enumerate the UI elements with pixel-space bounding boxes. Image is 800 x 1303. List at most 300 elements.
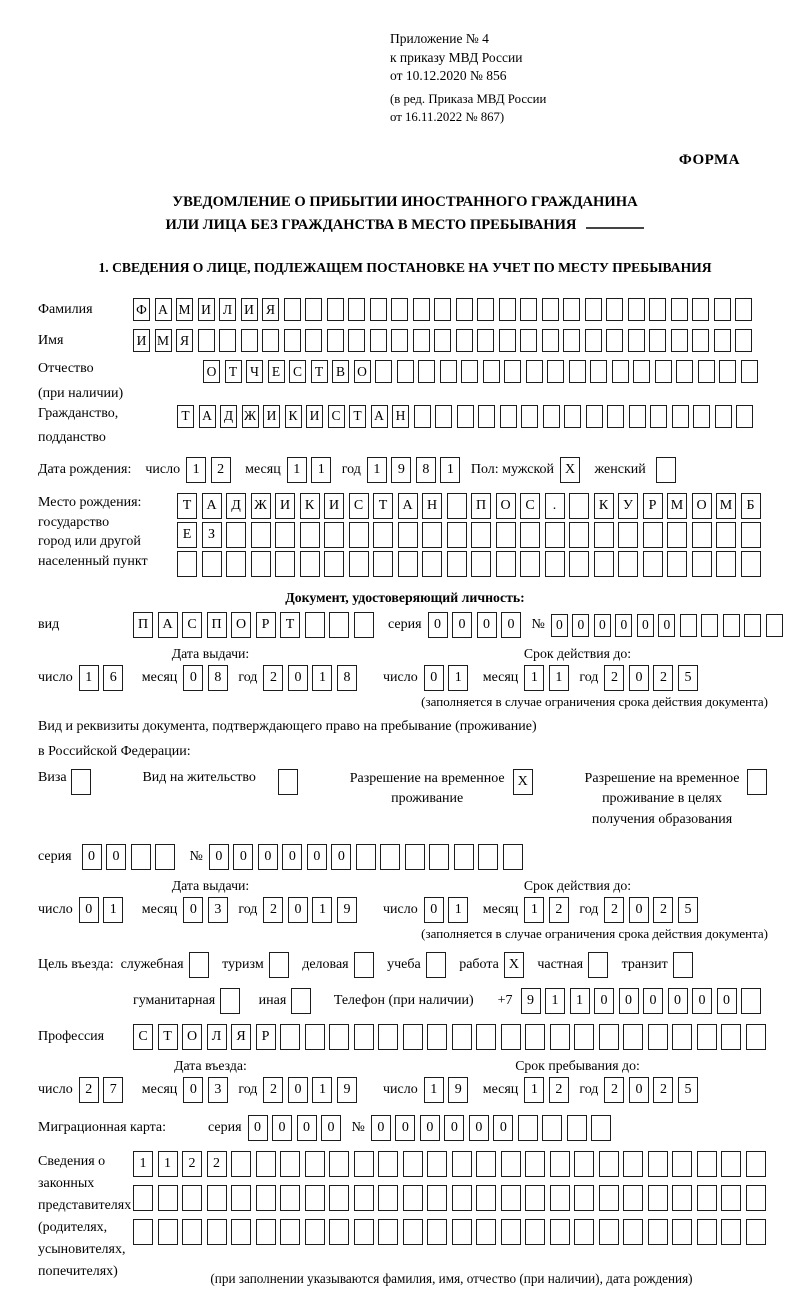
- form-cell[interactable]: 0: [288, 1077, 308, 1103]
- form-cell[interactable]: [650, 405, 667, 428]
- form-cell[interactable]: И: [133, 329, 150, 352]
- form-cell[interactable]: [155, 844, 175, 870]
- form-cell[interactable]: [612, 360, 629, 383]
- form-cell[interactable]: К: [285, 405, 302, 428]
- form-cell[interactable]: [483, 360, 500, 383]
- form-cell[interactable]: 2: [653, 897, 673, 923]
- form-cell[interactable]: [656, 457, 676, 483]
- form-cell[interactable]: [599, 1219, 619, 1245]
- form-cell[interactable]: [671, 298, 688, 321]
- form-cell[interactable]: 0: [288, 665, 308, 691]
- form-cell[interactable]: А: [155, 298, 172, 321]
- form-cell[interactable]: [574, 1024, 594, 1050]
- form-cell[interactable]: 1: [312, 897, 332, 923]
- form-cell[interactable]: [501, 1219, 521, 1245]
- form-cell[interactable]: [189, 952, 209, 978]
- form-cell[interactable]: [525, 1151, 545, 1177]
- form-cell[interactable]: 0: [424, 897, 444, 923]
- form-cell[interactable]: [354, 1219, 374, 1245]
- form-cell[interactable]: [349, 551, 369, 577]
- form-cell[interactable]: [414, 405, 431, 428]
- form-cell[interactable]: [667, 522, 687, 548]
- form-cell[interactable]: 8: [416, 457, 436, 483]
- form-cell[interactable]: 0: [668, 988, 688, 1014]
- form-cell[interactable]: [427, 1151, 447, 1177]
- form-cell[interactable]: 2: [182, 1151, 202, 1177]
- form-cell[interactable]: [692, 551, 712, 577]
- form-cell[interactable]: [501, 1151, 521, 1177]
- form-cell[interactable]: [542, 298, 559, 321]
- form-cell[interactable]: 7: [103, 1077, 123, 1103]
- form-cell[interactable]: [329, 1151, 349, 1177]
- form-cell[interactable]: [354, 1151, 374, 1177]
- form-cell[interactable]: В: [332, 360, 349, 383]
- form-cell[interactable]: [422, 551, 442, 577]
- form-cell[interactable]: 2: [604, 897, 624, 923]
- form-cell[interactable]: [504, 360, 521, 383]
- form-cell[interactable]: [403, 1024, 423, 1050]
- form-cell[interactable]: 2: [604, 1077, 624, 1103]
- form-cell[interactable]: [177, 551, 197, 577]
- form-cell[interactable]: С: [133, 1024, 153, 1050]
- form-cell[interactable]: 0: [629, 1077, 649, 1103]
- form-cell[interactable]: [284, 298, 301, 321]
- form-cell[interactable]: [356, 844, 376, 870]
- form-cell[interactable]: [391, 298, 408, 321]
- form-cell[interactable]: Т: [280, 612, 300, 638]
- form-cell[interactable]: [454, 844, 474, 870]
- form-cell[interactable]: 1: [158, 1151, 178, 1177]
- form-cell[interactable]: 1: [312, 665, 332, 691]
- form-cell[interactable]: [251, 522, 271, 548]
- form-cell[interactable]: [226, 551, 246, 577]
- form-cell[interactable]: [324, 522, 344, 548]
- form-cell[interactable]: [354, 1024, 374, 1050]
- form-cell[interactable]: Я: [231, 1024, 251, 1050]
- form-cell[interactable]: И: [324, 493, 344, 519]
- form-cell[interactable]: 3: [208, 1077, 228, 1103]
- form-cell[interactable]: 5: [678, 665, 698, 691]
- form-cell[interactable]: 6: [103, 665, 123, 691]
- form-cell[interactable]: [588, 952, 608, 978]
- form-cell[interactable]: [606, 329, 623, 352]
- form-cell[interactable]: 0: [424, 665, 444, 691]
- form-cell[interactable]: [280, 1151, 300, 1177]
- form-cell[interactable]: [329, 1185, 349, 1211]
- form-cell[interactable]: [378, 1151, 398, 1177]
- form-cell[interactable]: 0: [183, 897, 203, 923]
- form-cell[interactable]: [452, 1185, 472, 1211]
- form-cell[interactable]: [667, 551, 687, 577]
- form-cell[interactable]: 9: [391, 457, 411, 483]
- form-cell[interactable]: 5: [678, 897, 698, 923]
- form-cell[interactable]: [278, 769, 298, 795]
- form-cell[interactable]: [305, 1024, 325, 1050]
- form-cell[interactable]: X: [513, 769, 533, 795]
- form-cell[interactable]: 0: [183, 665, 203, 691]
- form-cell[interactable]: 0: [717, 988, 737, 1014]
- form-cell[interactable]: X: [560, 457, 580, 483]
- form-cell[interactable]: [741, 360, 758, 383]
- form-cell[interactable]: [569, 551, 589, 577]
- form-cell[interactable]: [525, 1024, 545, 1050]
- form-cell[interactable]: 0: [248, 1115, 268, 1141]
- form-cell[interactable]: [426, 952, 446, 978]
- form-cell[interactable]: [349, 522, 369, 548]
- form-cell[interactable]: Е: [268, 360, 285, 383]
- form-cell[interactable]: [284, 329, 301, 352]
- form-cell[interactable]: [434, 298, 451, 321]
- form-cell[interactable]: [672, 1219, 692, 1245]
- form-cell[interactable]: [300, 522, 320, 548]
- form-cell[interactable]: [520, 551, 540, 577]
- form-cell[interactable]: А: [199, 405, 216, 428]
- form-cell[interactable]: [202, 551, 222, 577]
- form-cell[interactable]: [478, 844, 498, 870]
- form-cell[interactable]: [305, 1219, 325, 1245]
- form-cell[interactable]: 2: [207, 1151, 227, 1177]
- form-cell[interactable]: 1: [311, 457, 331, 483]
- form-cell[interactable]: [547, 360, 564, 383]
- form-cell[interactable]: [427, 1219, 447, 1245]
- form-cell[interactable]: [545, 551, 565, 577]
- form-cell[interactable]: [672, 1151, 692, 1177]
- form-cell[interactable]: Р: [256, 612, 276, 638]
- form-cell[interactable]: 0: [331, 844, 351, 870]
- form-cell[interactable]: [586, 405, 603, 428]
- form-cell[interactable]: [701, 614, 718, 637]
- form-cell[interactable]: [305, 1185, 325, 1211]
- form-cell[interactable]: 3: [208, 897, 228, 923]
- form-cell[interactable]: [452, 1219, 472, 1245]
- form-cell[interactable]: [348, 298, 365, 321]
- form-cell[interactable]: С: [289, 360, 306, 383]
- form-cell[interactable]: 0: [297, 1115, 317, 1141]
- form-cell[interactable]: [471, 551, 491, 577]
- form-cell[interactable]: [673, 952, 693, 978]
- form-cell[interactable]: Б: [741, 493, 761, 519]
- form-cell[interactable]: [649, 329, 666, 352]
- form-cell[interactable]: 0: [692, 988, 712, 1014]
- form-cell[interactable]: [370, 298, 387, 321]
- form-cell[interactable]: [550, 1219, 570, 1245]
- form-cell[interactable]: [721, 1024, 741, 1050]
- form-cell[interactable]: П: [207, 612, 227, 638]
- form-cell[interactable]: 1: [103, 897, 123, 923]
- form-cell[interactable]: 0: [637, 614, 654, 637]
- form-cell[interactable]: М: [155, 329, 172, 352]
- form-cell[interactable]: [256, 1219, 276, 1245]
- form-cell[interactable]: 2: [653, 665, 673, 691]
- form-cell[interactable]: [182, 1185, 202, 1211]
- form-cell[interactable]: С: [520, 493, 540, 519]
- form-cell[interactable]: .: [545, 493, 565, 519]
- form-cell[interactable]: [698, 360, 715, 383]
- form-cell[interactable]: [628, 329, 645, 352]
- form-cell[interactable]: Т: [225, 360, 242, 383]
- form-cell[interactable]: Ф: [133, 298, 150, 321]
- form-cell[interactable]: У: [618, 493, 638, 519]
- form-cell[interactable]: [655, 360, 672, 383]
- form-cell[interactable]: [649, 298, 666, 321]
- form-cell[interactable]: 8: [337, 665, 357, 691]
- form-cell[interactable]: [564, 405, 581, 428]
- form-cell[interactable]: [716, 551, 736, 577]
- form-cell[interactable]: [231, 1151, 251, 1177]
- form-cell[interactable]: 1: [287, 457, 307, 483]
- form-cell[interactable]: [256, 1185, 276, 1211]
- form-cell[interactable]: [391, 329, 408, 352]
- form-cell[interactable]: Д: [220, 405, 237, 428]
- form-cell[interactable]: Я: [262, 298, 279, 321]
- form-cell[interactable]: [591, 1115, 611, 1141]
- form-cell[interactable]: [422, 522, 442, 548]
- form-cell[interactable]: [182, 1219, 202, 1245]
- form-cell[interactable]: [378, 1024, 398, 1050]
- form-cell[interactable]: [269, 952, 289, 978]
- form-cell[interactable]: [300, 551, 320, 577]
- form-cell[interactable]: [525, 1185, 545, 1211]
- form-cell[interactable]: [327, 329, 344, 352]
- form-cell[interactable]: 1: [424, 1077, 444, 1103]
- form-cell[interactable]: [521, 405, 538, 428]
- form-cell[interactable]: 0: [477, 612, 497, 638]
- form-cell[interactable]: [746, 1219, 766, 1245]
- form-cell[interactable]: [403, 1151, 423, 1177]
- form-cell[interactable]: 1: [440, 457, 460, 483]
- form-cell[interactable]: Л: [207, 1024, 227, 1050]
- form-cell[interactable]: [501, 1024, 521, 1050]
- form-cell[interactable]: [633, 360, 650, 383]
- form-cell[interactable]: [697, 1219, 717, 1245]
- form-cell[interactable]: [305, 329, 322, 352]
- form-cell[interactable]: [397, 360, 414, 383]
- form-cell[interactable]: Л: [219, 298, 236, 321]
- form-cell[interactable]: 1: [524, 1077, 544, 1103]
- form-cell[interactable]: [241, 329, 258, 352]
- form-cell[interactable]: [676, 360, 693, 383]
- form-cell[interactable]: [714, 298, 731, 321]
- form-cell[interactable]: [618, 522, 638, 548]
- form-cell[interactable]: О: [182, 1024, 202, 1050]
- form-cell[interactable]: 0: [395, 1115, 415, 1141]
- form-cell[interactable]: [680, 614, 697, 637]
- form-cell[interactable]: [735, 329, 752, 352]
- form-cell[interactable]: [692, 298, 709, 321]
- form-cell[interactable]: 0: [258, 844, 278, 870]
- form-cell[interactable]: О: [231, 612, 251, 638]
- form-cell[interactable]: 1: [448, 665, 468, 691]
- form-cell[interactable]: 2: [549, 897, 569, 923]
- form-cell[interactable]: С: [349, 493, 369, 519]
- form-cell[interactable]: 0: [469, 1115, 489, 1141]
- form-cell[interactable]: И: [263, 405, 280, 428]
- form-cell[interactable]: [606, 298, 623, 321]
- form-cell[interactable]: 1: [186, 457, 206, 483]
- form-cell[interactable]: 0: [615, 614, 632, 637]
- form-cell[interactable]: [305, 612, 325, 638]
- form-cell[interactable]: [456, 298, 473, 321]
- form-cell[interactable]: [545, 522, 565, 548]
- form-cell[interactable]: [697, 1151, 717, 1177]
- form-cell[interactable]: [291, 988, 311, 1014]
- form-cell[interactable]: [220, 988, 240, 1014]
- form-cell[interactable]: [375, 360, 392, 383]
- form-cell[interactable]: [590, 360, 607, 383]
- form-cell[interactable]: [741, 522, 761, 548]
- form-cell[interactable]: [231, 1185, 251, 1211]
- form-cell[interactable]: [672, 1024, 692, 1050]
- form-cell[interactable]: 0: [658, 614, 675, 637]
- form-cell[interactable]: 1: [312, 1077, 332, 1103]
- form-cell[interactable]: [574, 1185, 594, 1211]
- form-cell[interactable]: А: [398, 493, 418, 519]
- form-cell[interactable]: [476, 1185, 496, 1211]
- form-cell[interactable]: Т: [311, 360, 328, 383]
- form-cell[interactable]: [746, 1185, 766, 1211]
- form-cell[interactable]: [574, 1151, 594, 1177]
- form-cell[interactable]: [648, 1024, 668, 1050]
- form-cell[interactable]: 0: [501, 612, 521, 638]
- form-cell[interactable]: [370, 329, 387, 352]
- form-cell[interactable]: И: [241, 298, 258, 321]
- form-cell[interactable]: 1: [549, 665, 569, 691]
- form-cell[interactable]: 0: [106, 844, 126, 870]
- form-cell[interactable]: [550, 1024, 570, 1050]
- form-cell[interactable]: А: [371, 405, 388, 428]
- form-cell[interactable]: 0: [551, 614, 568, 637]
- form-cell[interactable]: [542, 1115, 562, 1141]
- form-cell[interactable]: С: [328, 405, 345, 428]
- form-cell[interactable]: [697, 1024, 717, 1050]
- form-cell[interactable]: Д: [226, 493, 246, 519]
- form-cell[interactable]: [643, 551, 663, 577]
- form-cell[interactable]: [327, 298, 344, 321]
- form-cell[interactable]: 9: [448, 1077, 468, 1103]
- form-cell[interactable]: [623, 1185, 643, 1211]
- form-cell[interactable]: [500, 405, 517, 428]
- form-cell[interactable]: [569, 493, 589, 519]
- form-cell[interactable]: [447, 522, 467, 548]
- form-cell[interactable]: О: [496, 493, 516, 519]
- form-cell[interactable]: [275, 551, 295, 577]
- form-cell[interactable]: Е: [177, 522, 197, 548]
- form-cell[interactable]: [520, 329, 537, 352]
- form-cell[interactable]: [735, 298, 752, 321]
- form-cell[interactable]: 0: [643, 988, 663, 1014]
- form-cell[interactable]: [520, 522, 540, 548]
- form-cell[interactable]: Т: [373, 493, 393, 519]
- form-cell[interactable]: [452, 1151, 472, 1177]
- form-cell[interactable]: [721, 1151, 741, 1177]
- form-cell[interactable]: [403, 1185, 423, 1211]
- form-cell[interactable]: [629, 405, 646, 428]
- form-cell[interactable]: Н: [392, 405, 409, 428]
- form-cell[interactable]: 9: [337, 1077, 357, 1103]
- form-cell[interactable]: 0: [619, 988, 639, 1014]
- form-cell[interactable]: X: [504, 952, 524, 978]
- form-cell[interactable]: [329, 1219, 349, 1245]
- form-cell[interactable]: [251, 551, 271, 577]
- form-cell[interactable]: [256, 1151, 276, 1177]
- form-cell[interactable]: 2: [263, 665, 283, 691]
- form-cell[interactable]: [476, 1024, 496, 1050]
- form-cell[interactable]: 2: [211, 457, 231, 483]
- form-cell[interactable]: [329, 612, 349, 638]
- form-cell[interactable]: [526, 360, 543, 383]
- form-cell[interactable]: 0: [79, 897, 99, 923]
- form-cell[interactable]: 1: [133, 1151, 153, 1177]
- form-cell[interactable]: 0: [594, 614, 611, 637]
- form-cell[interactable]: 0: [183, 1077, 203, 1103]
- form-cell[interactable]: 0: [572, 614, 589, 637]
- form-cell[interactable]: 0: [594, 988, 614, 1014]
- form-cell[interactable]: [471, 522, 491, 548]
- form-cell[interactable]: [518, 1115, 538, 1141]
- form-cell[interactable]: [525, 1219, 545, 1245]
- form-cell[interactable]: [671, 329, 688, 352]
- form-cell[interactable]: [477, 298, 494, 321]
- form-cell[interactable]: [133, 1185, 153, 1211]
- form-cell[interactable]: [543, 405, 560, 428]
- form-cell[interactable]: [329, 1024, 349, 1050]
- form-cell[interactable]: [721, 1185, 741, 1211]
- form-cell[interactable]: [741, 988, 761, 1014]
- form-cell[interactable]: 1: [545, 988, 565, 1014]
- form-cell[interactable]: [158, 1185, 178, 1211]
- form-cell[interactable]: [231, 1219, 251, 1245]
- form-cell[interactable]: [599, 1151, 619, 1177]
- form-cell[interactable]: [692, 522, 712, 548]
- form-cell[interactable]: [447, 551, 467, 577]
- form-cell[interactable]: [520, 298, 537, 321]
- form-cell[interactable]: [501, 1185, 521, 1211]
- form-cell[interactable]: [744, 614, 761, 637]
- form-cell[interactable]: [354, 952, 374, 978]
- form-cell[interactable]: [719, 360, 736, 383]
- form-cell[interactable]: 9: [521, 988, 541, 1014]
- form-cell[interactable]: 0: [307, 844, 327, 870]
- form-cell[interactable]: [378, 1219, 398, 1245]
- form-cell[interactable]: [736, 405, 753, 428]
- form-cell[interactable]: [305, 298, 322, 321]
- form-cell[interactable]: [434, 329, 451, 352]
- form-cell[interactable]: Т: [177, 493, 197, 519]
- form-cell[interactable]: [623, 1151, 643, 1177]
- form-cell[interactable]: 0: [629, 897, 649, 923]
- form-cell[interactable]: [716, 522, 736, 548]
- form-cell[interactable]: [697, 1185, 717, 1211]
- form-cell[interactable]: П: [471, 493, 491, 519]
- form-cell[interactable]: [623, 1219, 643, 1245]
- form-cell[interactable]: [275, 522, 295, 548]
- form-cell[interactable]: [373, 551, 393, 577]
- form-cell[interactable]: [643, 522, 663, 548]
- form-cell[interactable]: З: [202, 522, 222, 548]
- form-cell[interactable]: [476, 1219, 496, 1245]
- form-cell[interactable]: [71, 769, 91, 795]
- form-cell[interactable]: [378, 1185, 398, 1211]
- form-cell[interactable]: [198, 329, 215, 352]
- form-cell[interactable]: [476, 1151, 496, 1177]
- form-cell[interactable]: [746, 1024, 766, 1050]
- form-cell[interactable]: 0: [444, 1115, 464, 1141]
- form-cell[interactable]: 0: [371, 1115, 391, 1141]
- form-cell[interactable]: [280, 1219, 300, 1245]
- form-cell[interactable]: О: [203, 360, 220, 383]
- form-cell[interactable]: [672, 1185, 692, 1211]
- form-cell[interactable]: [746, 1151, 766, 1177]
